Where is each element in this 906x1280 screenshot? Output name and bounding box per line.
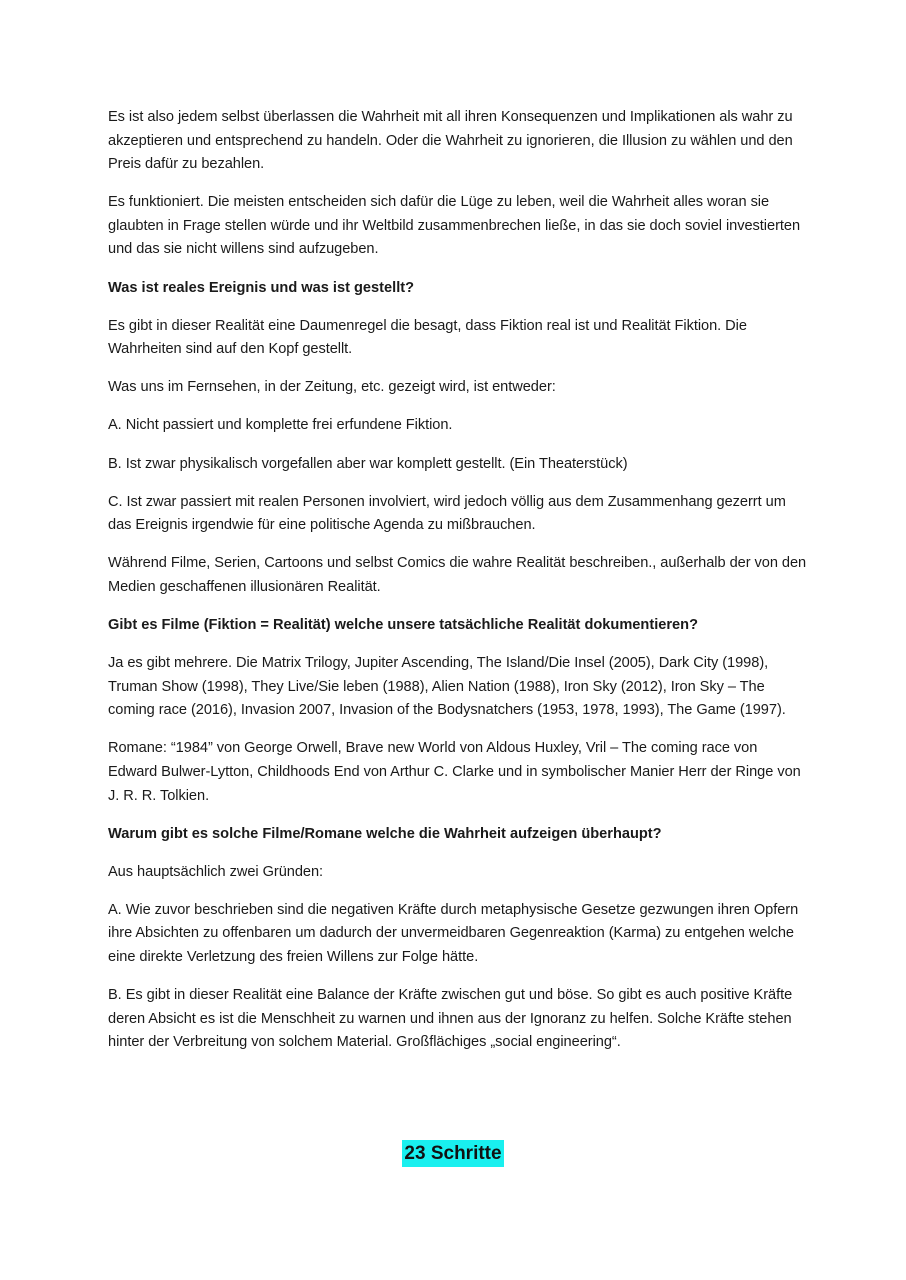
paragraph: Romane: “1984” von George Orwell, Brave new World von Aldous Huxley, Vril – The coming race von Edward Bulwer-Lytton, Childhoods End von Arthur C. Clarke und in symbolischer Manier Herr der Ringe von J. R. R. Tolkien. (108, 740, 801, 804)
list-item-a: A. Nicht passiert und komplette frei erfundene Fiktion. (108, 417, 453, 434)
section-heading: Gibt es Filme (Fiktion = Realität) welche unsere tatsächliche Realität dokumentieren? (108, 617, 698, 633)
paragraph: Aus hauptsächlich zwei Gründen: (108, 863, 324, 880)
list-item-a: A. Wie zuvor beschrieben sind die negativen Kräfte durch metaphysische Gesetze gezwungen ihren Opfern ihre Absichten zu offenbaren um dadurch der unvermeidbaren Gegenreaktion (Karma) zu entgehen welche eine direkte Verletzung des freien Willens zur Folge hätte. (108, 901, 799, 966)
paragraph: Während Filme, Serien, Cartoons und selbst Comics die wahre Realität beschreiben., außerhalb der von den Medien geschaffenen illusionären Realität. (108, 555, 807, 595)
paragraph: Es gibt in dieser Realität eine Daumenregel die besagt, dass Fiktion real ist und Realität Fiktion. Die Wahrheiten sind auf den Kopf gestellt. (108, 317, 747, 358)
paragraph: Es ist also jedem selbst überlassen die Wahrheit mit all ihren Konsequenzen und Implikationen als wahr zu akzeptieren und entsprechend zu handeln. Oder die Wahrheit zu ignorieren, die Illusion zu wählen und den Preis dafür zu bezahlen. (108, 109, 793, 173)
document-body (108, 106, 808, 1069)
paragraph: Es funktioniert. Die meisten entscheiden sich dafür die Lüge zu leben, weil die Wahrheit alles woran sie glaubten in Frage stellen würde und ihr Weltbild zusammenbrechen ließe, in das sie doch soviel investierten und das sie nicht willens sind aufzugeben. (108, 194, 801, 258)
list-item-b: B. Ist zwar physikalisch vorgefallen aber war komplett gestellt. (Ein Theaterstück) (108, 455, 628, 472)
list-item-c: C. Ist zwar passiert mit realen Personen involviert, wird jedoch völlig aus dem Zusammenhang gezerrt um das Ereignis irgendwie für eine politische Agenda zu mißbrauchen. (108, 493, 786, 534)
footer-highlight-label: 23 Schritte (402, 1140, 503, 1167)
section-heading: Warum gibt es solche Filme/Romane welche die Wahrheit aufzeigen überhaupt? (108, 825, 662, 842)
section-heading: Was ist reales Ereignis und was ist gestellt? (108, 279, 415, 296)
paragraph: Was uns im Fernsehen, in der Zeitung, etc. gezeigt wird, ist entweder: (108, 379, 556, 396)
list-item-b: B. Es gibt in dieser Realität eine Balance der Kräfte zwischen gut und böse. So gibt es auch positive Kräfte deren Absicht es ist die Menschheit zu warnen und ihnen aus der Ignoranz zu helfen. Solche Kräfte stehen hinter der Verbreitung von solchem Material. Großflächiges „social engineering“. (108, 987, 793, 1051)
paragraph: Ja es gibt mehrere. Die Matrix Trilogy, Jupiter Ascending, The Island/Die Insel (2005), Dark City (1998), Truman Show (1998), They Live/Sie leben (1988), Alien Nation (1988), Iron Sky (2012), Iron Sky – The coming race (2016), Invasion 2007, Invasion of the Bodysnatchers (1953, 1978, 1993), The Game (1997). (108, 655, 786, 719)
page-footer (0, 1140, 906, 1167)
